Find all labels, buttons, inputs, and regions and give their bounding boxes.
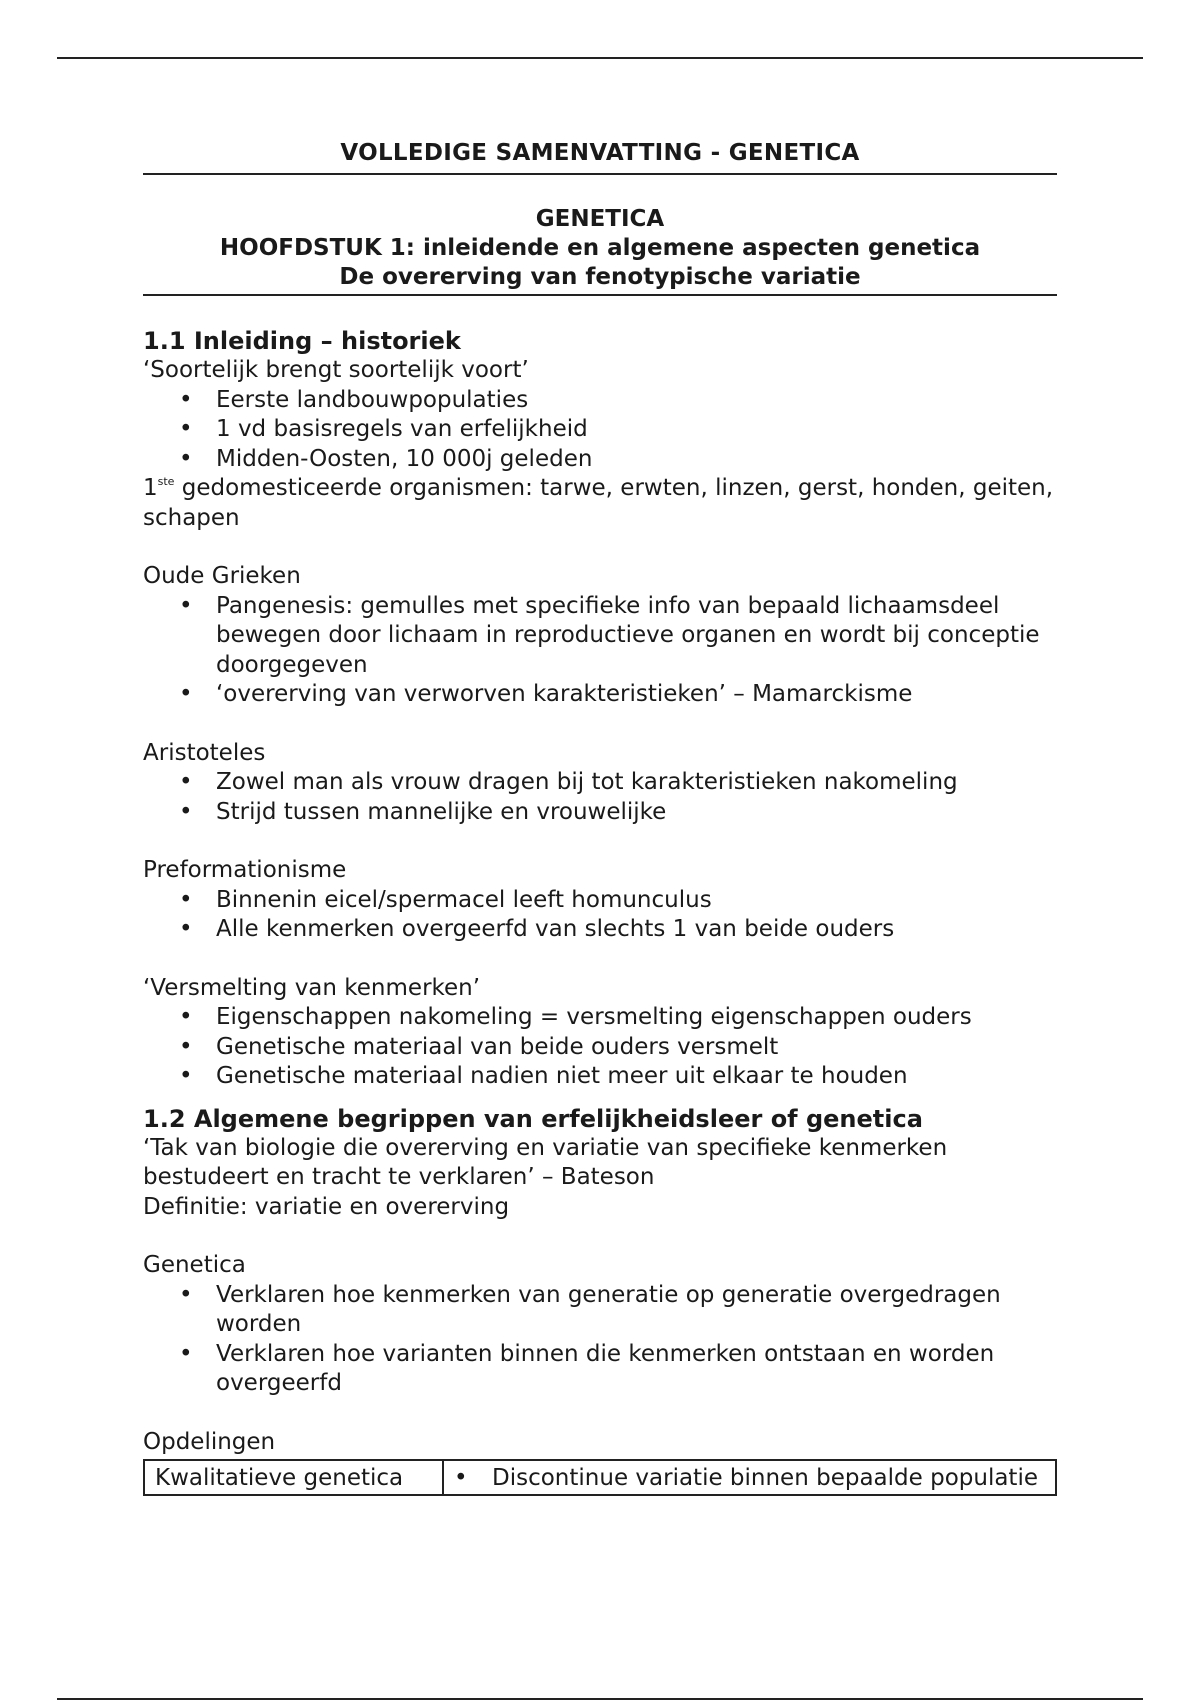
- document-title: VOLLEDIGE SAMENVATTING - GENETICA: [340, 140, 860, 166]
- aristoteles-bullet-list: [143, 768, 1057, 827]
- body-text: [143, 326, 1057, 1496]
- chapter-subject: GENETICA: [535, 206, 665, 232]
- divisions-table: [143, 1459, 1057, 1496]
- list-item: • Genetische materiaal van beide ouders versmelt: [143, 1033, 1057, 1063]
- domesticated-organisms-paragraph: [143, 474, 1057, 533]
- chapter-subtitle: De overerving van fenotypische variatie: [339, 264, 861, 290]
- greeks-bullet-list: [143, 592, 1057, 710]
- greeks-label: Oude Grieken: [143, 563, 301, 589]
- section-heading-1-2: 1.2 Algemene begrippen van erfelijkheidsleer of genetica: [143, 1104, 923, 1133]
- list-item: • Strijd tussen mannelijke en vrouwelijke: [143, 798, 1057, 828]
- list-item: • Midden-Oosten, 10 000j geleden: [143, 445, 1057, 475]
- list-item: • Verklaren hoe varianten binnen die kenmerken ontstaan en worden overgeerfd: [143, 1340, 1057, 1399]
- section1-quote: ‘Soortelijk brengt soortelijk voort’: [143, 357, 529, 383]
- divisions-label: Opdelingen: [143, 1428, 276, 1455]
- list-item: • Verklaren hoe kenmerken van generatie op generatie overgedragen worden: [143, 1281, 1057, 1340]
- table-row: [144, 1460, 1056, 1495]
- preformationism-label: Preformationisme: [143, 857, 347, 883]
- list-item: • Zowel man als vrouw dragen bij tot karakteristieken nakomeling: [143, 768, 1057, 798]
- list-item: • Binnenin eicel/spermacel leeft homunculus: [143, 886, 1057, 916]
- list-item: • Alle kenmerken overgeerfd van slechts 1 van beide ouders: [143, 915, 1057, 945]
- domesticated-organisms-text: gedomesticeerde organismen: tarwe, erwten, linzen, gerst, honden, geiten, schapen: [143, 475, 1054, 531]
- page-top-rule: [57, 57, 1143, 59]
- ordinal-number: 1: [143, 475, 158, 501]
- bateson-quote: ‘Tak van biologie die overerving en variatie van specifieke kenmerken bestudeert en tracht te verklaren’ – Bateson: [143, 1134, 948, 1190]
- list-item: • Pangenesis: gemulles met specifieke info van bepaald lichaamsdeel bewegen door lichaam in reproductieve organen en wordt bij conceptie doorgegeven: [143, 592, 1057, 681]
- list-item: • Eerste landbouwpopulaties: [143, 386, 1057, 416]
- table-cell-term: Kwalitatieve genetica: [144, 1460, 443, 1495]
- table-cell-description: • Discontinue variatie binnen bepaalde populatie: [443, 1460, 1056, 1495]
- title-underline: [143, 173, 1057, 175]
- ordinal-suffix: ste: [157, 475, 175, 488]
- section-heading-1-1: 1.1 Inleiding – historiek: [143, 327, 461, 355]
- section1-bullet-list: [143, 386, 1057, 475]
- aristoteles-label: Aristoteles: [143, 739, 266, 766]
- chapter-underline: [143, 294, 1057, 296]
- genetica-label: Genetica: [143, 1252, 246, 1278]
- genetica-bullet-list: [143, 1281, 1057, 1399]
- blending-bullet-list: [143, 1003, 1057, 1092]
- list-item: • ‘overerving van verworven karakteristieken’ – Mamarckisme: [143, 680, 1057, 710]
- definition-line: Definitie: variatie en overerving: [143, 1193, 510, 1220]
- chapter-title: HOOFDSTUK 1: inleidende en algemene aspecten genetica: [219, 235, 981, 261]
- list-item: • Genetische materiaal nadien niet meer uit elkaar te houden: [143, 1062, 1057, 1092]
- chapter-header: [143, 205, 1057, 292]
- preformationism-bullet-list: [143, 886, 1057, 945]
- list-item: • 1 vd basisregels van erfelijkheid: [143, 415, 1057, 445]
- blending-label: ‘Versmelting van kenmerken’: [143, 974, 481, 1001]
- list-item: • Eigenschappen nakomeling = versmelting eigenschappen ouders: [143, 1003, 1057, 1033]
